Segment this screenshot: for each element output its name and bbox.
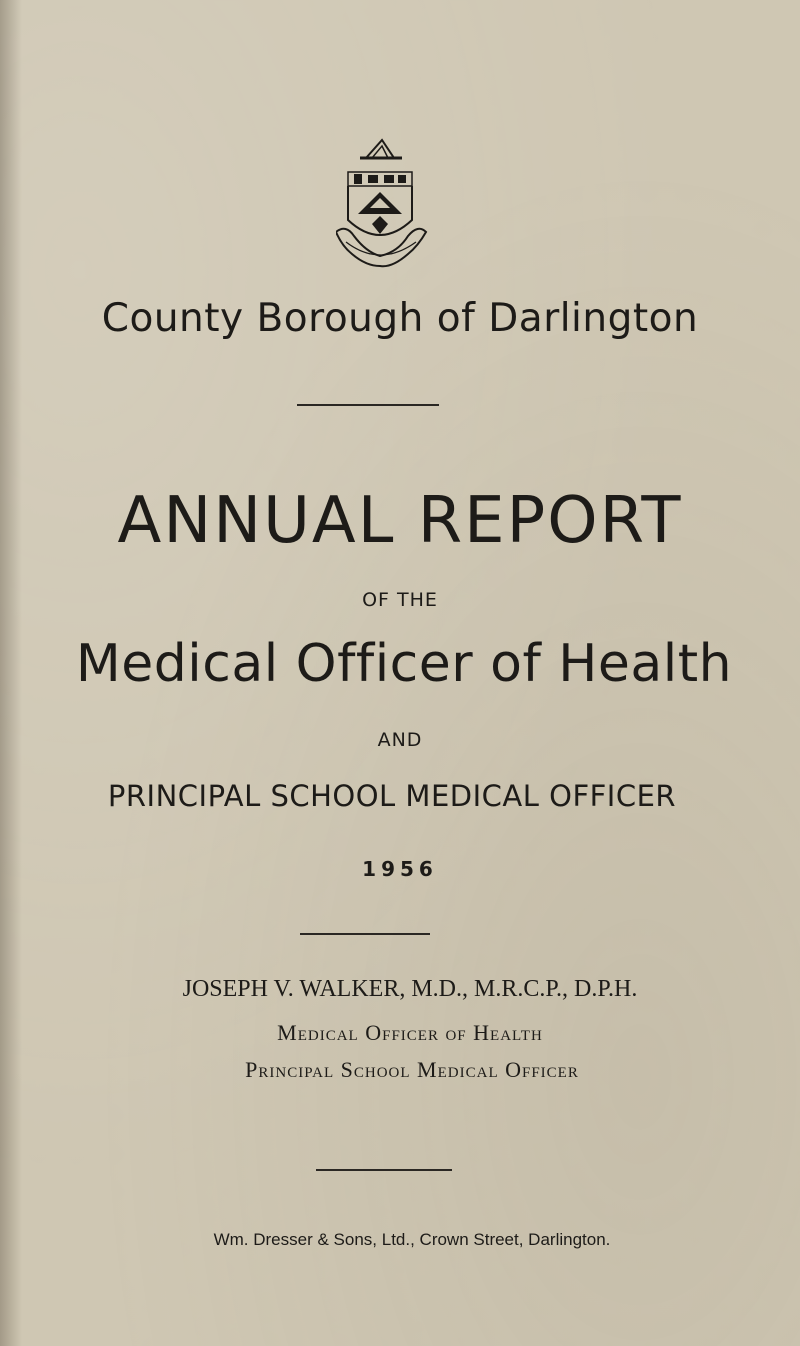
author-role-psmo: Principal School Medical Officer [245, 1057, 579, 1082]
author-role-moh: Medical Officer of Health [277, 1020, 543, 1045]
officer-title: Medical Officer of Health [75, 634, 733, 694]
of-the-label: OF THE [362, 589, 438, 611]
divider-top [297, 404, 439, 406]
principal-title: PRINCIPAL SCHOOL MEDICAL OFFICER [107, 779, 677, 813]
divider-bottom [316, 1169, 452, 1171]
and-label: AND [377, 729, 423, 751]
author-name: JOSEPH V. WALKER, M.D., M.R.C.P., D.P.H. [182, 976, 638, 1002]
coat-of-arms-icon [336, 128, 428, 270]
divider-middle [300, 933, 430, 935]
authority-heading: County Borough of Darlington [101, 296, 699, 341]
report-title: ANNUAL REPORT [117, 484, 683, 558]
printer-imprint: Wm. Dresser & Sons, Ltd., Crown Street, Darlington. [213, 1230, 611, 1249]
report-year: 1956 [362, 857, 438, 881]
